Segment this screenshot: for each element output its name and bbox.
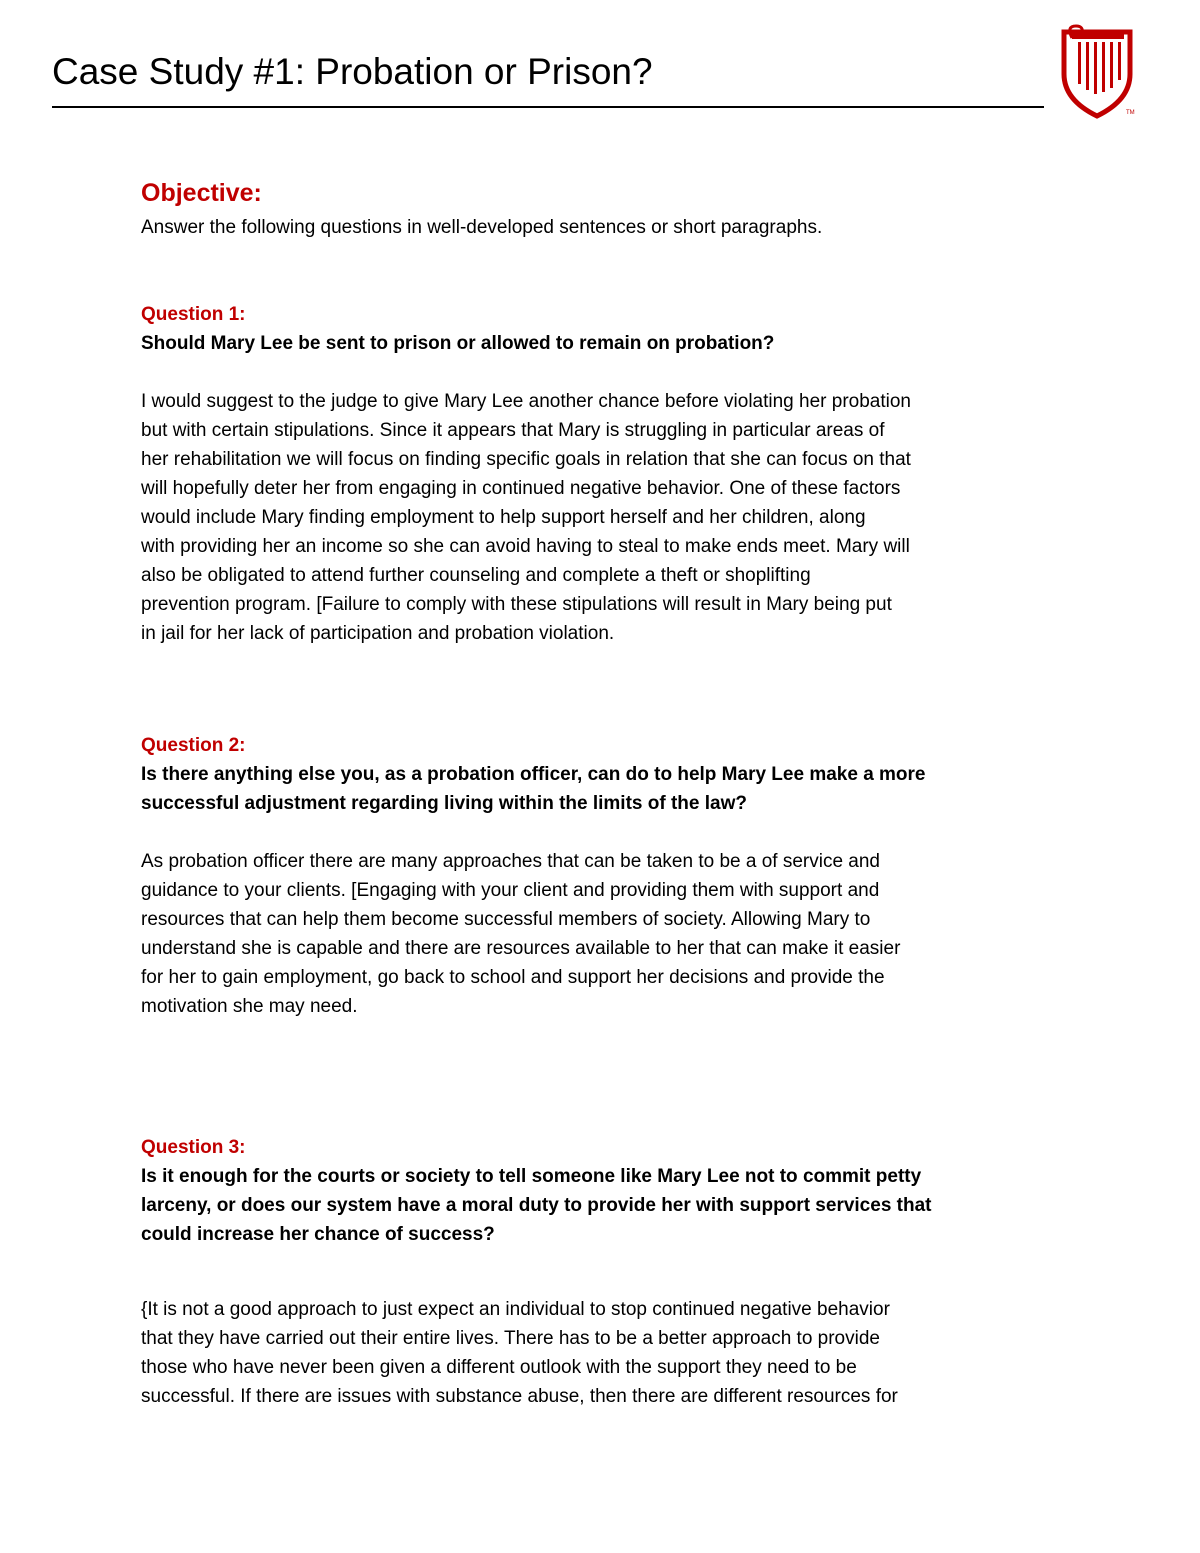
title-divider bbox=[52, 106, 1044, 108]
objective-instructions: Answer the following questions in well-developed sentences or short paragraphs. bbox=[141, 217, 823, 238]
question-3-text: Is it enough for the courts or society to tell someone like Mary Lee not to commit petty larceny, or does our system have a moral duty to provide her with support services that could increase her chance of success? bbox=[141, 1166, 932, 1245]
question-1-answer: I would suggest to the judge to give Mary Lee another chance before violating her probation but with certain stipulations. Since it appears that Mary is struggling in particular areas of her rehabilitation we will focus on finding specific goals in relation that she can focus on that will hopefully deter her from engaging in continued negative behavior. One of these factors would include Mary finding employment to help support herself and her children, along with providing her an income so she can avoid having to steal to make ends meet. Mary will also be obligated to attend further counseling and complete a theft or shoplifting prevention program. [Failure to comply with these stipulations will result in Mary being put in jail for her lack of participation and probation violation. bbox=[141, 391, 912, 644]
question-3-block bbox=[141, 1133, 1041, 1411]
document-body bbox=[141, 175, 1041, 1407]
question-2-text: Is there anything else you, as a probation officer, can do to help Mary Lee make a more successful adjustment regarding living within the limits of the law? bbox=[141, 764, 926, 814]
question-1-text: Should Mary Lee be sent to prison or allowed to remain on probation? bbox=[141, 333, 775, 354]
question-1-label: Question 1: bbox=[141, 304, 246, 325]
question-1-block bbox=[141, 300, 1041, 648]
objective-heading: Objective: bbox=[141, 179, 262, 207]
shield-column-logo-icon bbox=[1058, 22, 1136, 120]
page-title: Case Study #1: Probation or Prison? bbox=[52, 51, 653, 92]
question-2-label: Question 2: bbox=[141, 735, 246, 756]
question-3-label: Question 3: bbox=[141, 1137, 246, 1158]
question-3-answer: {It is not a good approach to just expect an individual to stop continued negative behavior that they have carried out their entire lives. There has to be a better approach to provide those who have never been given a different outlook with the support they need to be successful. If there are issues with substance abuse, then there are different resources for bbox=[141, 1299, 898, 1407]
question-2-block bbox=[141, 731, 1041, 1021]
question-2-answer: As probation officer there are many approaches that can be taken to be a of service and guidance to your clients. [Engaging with your client and providing them with support and resources that can help them become successful members of society. Allowing Mary to understand she is capable and there are resources available to her that can make it easier for her to gain employment, go back to school and support her decisions and provide the motivation she may need. bbox=[141, 851, 901, 1017]
svg-text:TM: TM bbox=[1126, 110, 1135, 116]
